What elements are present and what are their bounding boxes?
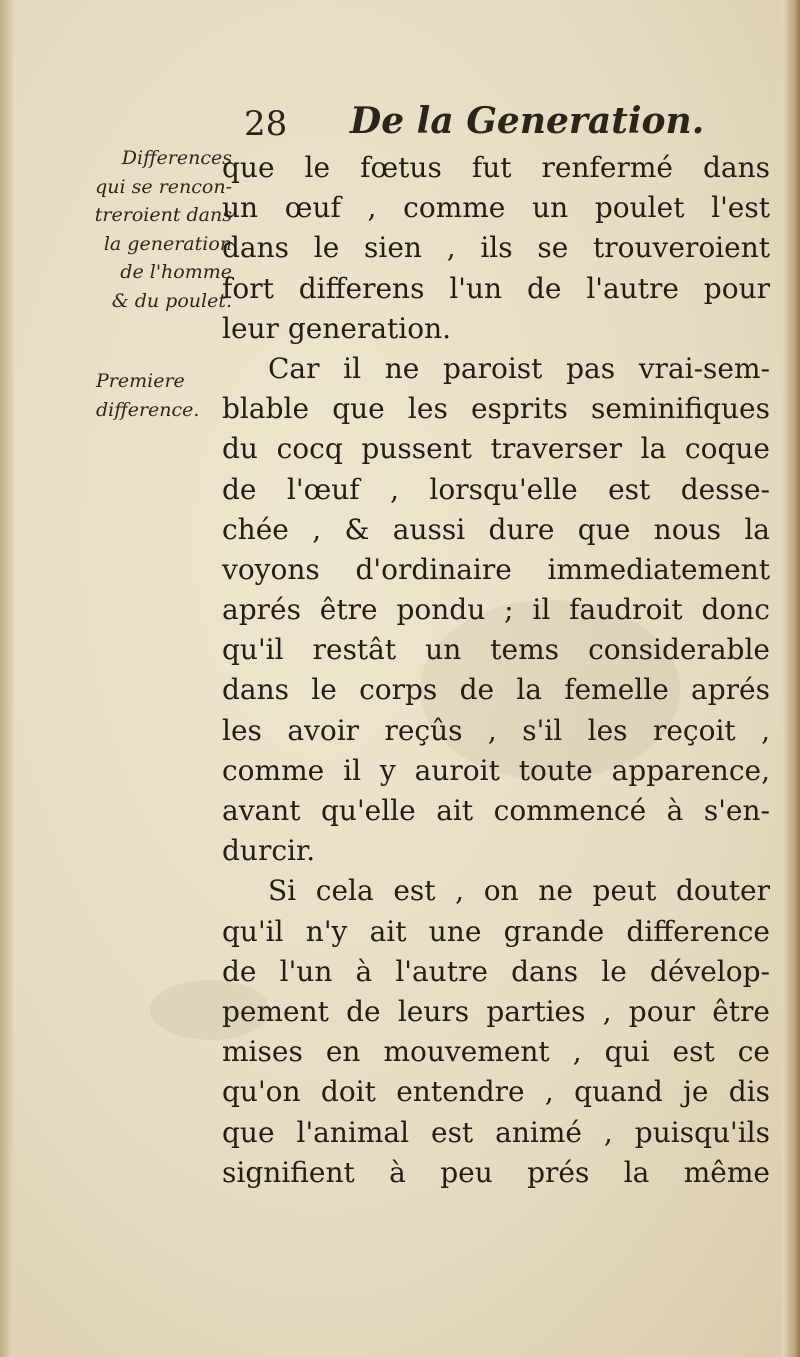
- margin-note-line: Differences: [121, 147, 232, 169]
- text-line: aprés être pondu ; il faudroit donc: [222, 593, 770, 627]
- margin-note-differences: [56, 144, 232, 316]
- page-right-edge: [782, 0, 800, 1357]
- text-line: qu'il n'y ait une grande difference: [222, 914, 770, 948]
- text-line: mises en mouvement , qui est ce: [222, 1035, 770, 1069]
- text-line: qu'il restât un tems considerable: [222, 633, 770, 667]
- margin-note-line: & du poulet.: [111, 289, 232, 312]
- text-line: Si cela est , on ne peut douter: [268, 874, 770, 908]
- margin-note-line: Premiere: [96, 370, 185, 392]
- running-title: De la Generation.: [350, 100, 705, 142]
- text-line: comme il y auroit toute apparence,: [222, 753, 770, 787]
- text-line: blable que les esprits seminifiques: [222, 392, 770, 426]
- text-line: qu'on doit entendre , quand je dis: [222, 1075, 770, 1109]
- text-line: leur generation.: [222, 311, 452, 345]
- text-line: pement de leurs parties , pour être: [222, 994, 770, 1028]
- text-line: signifient à peu prés la même: [222, 1155, 770, 1189]
- text-line: voyons d'ordinaire immediatement: [222, 552, 770, 586]
- text-line: dans le corps de la femelle aprés: [222, 673, 770, 707]
- text-line: fort differens l'un de l'autre pour: [222, 271, 770, 305]
- text-line: les avoir reçûs , s'il les reçoit ,: [222, 713, 770, 747]
- text-line: de l'œuf , lorsqu'elle est desse-: [222, 472, 770, 506]
- text-line: durcir.: [222, 834, 316, 868]
- margin-note-line: de l'homme: [120, 261, 232, 284]
- text-line: que le fœtus fut renfermé dans: [222, 151, 770, 184]
- body-text: [222, 148, 770, 1193]
- text-line: dans le sien , ils se trouveroient: [222, 231, 770, 265]
- text-line: que l'animal est animé , puisqu'ils: [222, 1115, 770, 1149]
- margin-note-premiere-difference: [96, 367, 226, 424]
- text-line: de l'un à l'autre dans le dévelop-: [222, 954, 770, 988]
- text-line: avant qu'elle ait commencé à s'en-: [222, 794, 770, 827]
- text-line: Car il ne paroist pas vrai-sem-: [268, 351, 770, 385]
- margin-note-line: qui se rencon-: [95, 175, 232, 198]
- text-line: un œuf , comme un poulet l'est: [222, 191, 770, 225]
- margin-note-line: la generation: [103, 232, 232, 255]
- margin-note-line: treroient dans: [94, 204, 232, 227]
- margin-note-line: difference.: [96, 398, 200, 421]
- text-line: du cocq pussent traverser la coque: [222, 432, 770, 466]
- page-number: 28: [244, 104, 288, 144]
- page-left-edge: [0, 0, 14, 1357]
- text-line: chée , & aussi dure que nous la: [222, 512, 770, 546]
